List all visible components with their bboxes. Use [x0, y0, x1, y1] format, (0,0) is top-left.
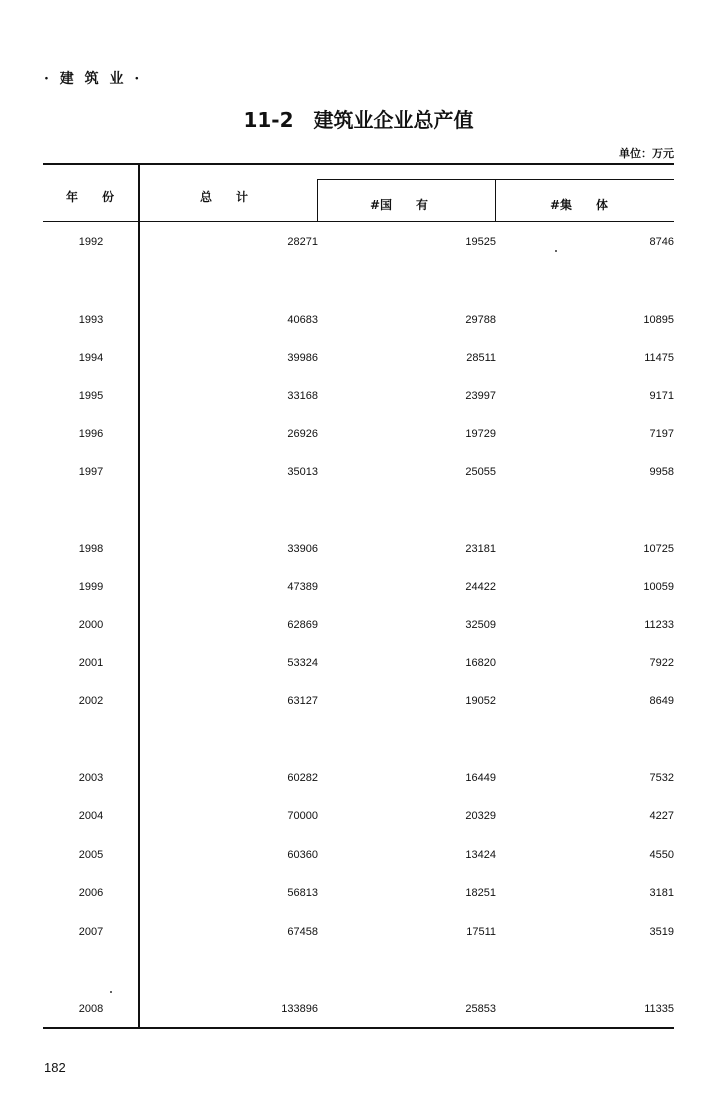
year-cell: 1994: [78, 352, 104, 364]
total-cell: 33168: [287, 390, 318, 402]
state-owned-cell: 19729: [465, 428, 496, 440]
total-cell: 63127: [287, 695, 318, 707]
total-cell: 133896: [281, 1003, 318, 1015]
state-owned-cell: 18251: [465, 887, 496, 899]
state-owned-cell: 25853: [465, 1003, 496, 1015]
state-owned-cell: 25055: [465, 466, 496, 478]
year-cell: 2003: [78, 772, 104, 784]
total-cell: 56813: [287, 887, 318, 899]
year-cell: 1992: [78, 236, 104, 248]
collective-cell: 10059: [643, 581, 674, 593]
state-owned-cell: 16820: [465, 657, 496, 669]
year-cell: 1995: [78, 390, 104, 402]
year-cell: 2001: [78, 657, 104, 669]
header-collective: #集 体: [550, 198, 609, 212]
year-cell: 2007: [78, 926, 104, 938]
collective-cell: 3519: [649, 926, 674, 938]
collective-cell: 4550: [649, 849, 674, 861]
total-cell: 67458: [287, 926, 318, 938]
collective-cell: 9958: [649, 466, 674, 478]
state-owned-cell: 13424: [465, 849, 496, 861]
header-state-owned: #国 有: [370, 198, 429, 212]
total-cell: 47389: [287, 581, 318, 593]
collective-cell: 7197: [649, 428, 674, 440]
year-cell: 2004: [78, 810, 104, 822]
collective-cell: 10725: [643, 543, 674, 555]
total-cell: 39986: [287, 352, 318, 364]
state-owned-cell: 19052: [465, 695, 496, 707]
collective-cell: 7922: [649, 657, 674, 669]
subheader-left-rule: [317, 179, 318, 222]
state-owned-cell: 23181: [465, 543, 496, 555]
collective-cell: 7532: [649, 772, 674, 784]
total-cell: 60282: [287, 772, 318, 784]
total-cell: 62869: [287, 619, 318, 631]
subheader-mid-rule: [495, 179, 496, 222]
year-cell: 2005: [78, 849, 104, 861]
header-total: 总 计: [200, 190, 249, 204]
total-cell: 26926: [287, 428, 318, 440]
collective-cell: 11475: [644, 352, 674, 364]
state-owned-cell: 24422: [465, 581, 496, 593]
state-owned-cell: 32509: [465, 619, 496, 631]
year-cell: 2008: [78, 1003, 104, 1015]
year-cell: 1996: [78, 428, 104, 440]
state-owned-cell: 19525: [465, 236, 496, 248]
state-owned-cell: 29788: [465, 314, 496, 326]
page-number: 182: [44, 1060, 66, 1075]
total-cell: 35013: [287, 466, 318, 478]
year-cell: 1993: [78, 314, 104, 326]
total-cell: 28271: [287, 236, 318, 248]
year-cell: 2006: [78, 887, 104, 899]
state-owned-cell: 20329: [465, 810, 496, 822]
collective-cell: 3181: [649, 887, 674, 899]
year-cell: 1997: [78, 466, 104, 478]
scan-speck: [110, 991, 112, 993]
header-year: 年 份: [66, 190, 115, 204]
state-owned-cell: 16449: [465, 772, 496, 784]
year-column-divider: [138, 163, 140, 1028]
collective-cell: 9171: [649, 390, 674, 402]
collective-cell: 8746: [649, 236, 674, 248]
collective-cell: 10895: [643, 314, 674, 326]
total-cell: 40683: [287, 314, 318, 326]
page-title: 11-2 建筑业企业总产值: [243, 108, 474, 132]
state-owned-cell: 17511: [466, 926, 496, 938]
collective-cell: 4227: [649, 810, 674, 822]
state-owned-cell: 28511: [466, 352, 496, 364]
total-cell: 53324: [287, 657, 318, 669]
year-cell: 1999: [78, 581, 104, 593]
total-cell: 70000: [287, 810, 318, 822]
total-cell: 33906: [287, 543, 318, 555]
unit-note: 单位：万元: [619, 147, 674, 160]
total-cell: 60360: [287, 849, 318, 861]
collective-cell: 11335: [644, 1003, 674, 1015]
collective-cell: 8649: [649, 695, 674, 707]
collective-cell: 11233: [644, 619, 674, 631]
year-cell: 2000: [78, 619, 104, 631]
state-owned-cell: 23997: [465, 390, 496, 402]
year-cell: 1998: [78, 543, 104, 555]
section-header: · 建 筑 业 ·: [44, 71, 143, 87]
year-cell: 2002: [78, 695, 104, 707]
scan-speck: [555, 250, 557, 252]
